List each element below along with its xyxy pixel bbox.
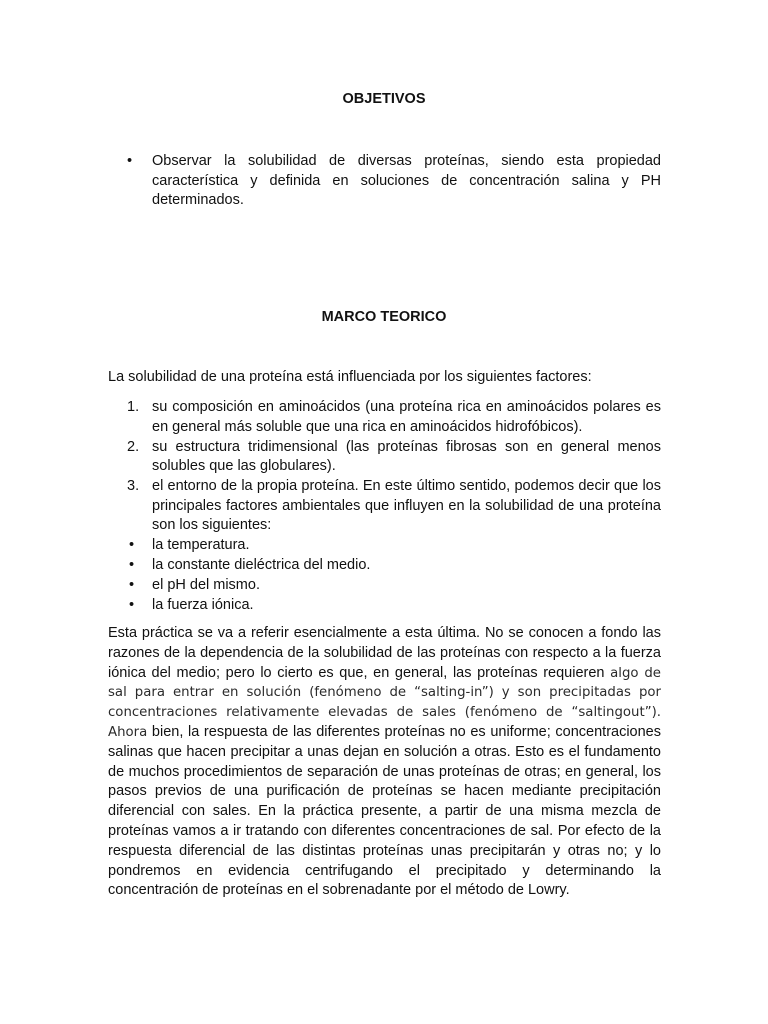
factors-list [108,398,661,616]
bullet-icon: • [129,537,135,553]
environment-factor-item [108,576,661,596]
paragraph-text-part1: Esta práctica se va a referir esencialmente a esta última. No se conocen a fondo las razones de la dependencia de la solubilidad de las proteínas con respecto a la fuerza iónica del medio; pero lo cierto es que, en general, las proteínas requieren [108,625,661,681]
bullet-icon: • [127,153,133,169]
objetivos-list [108,152,661,211]
environment-factor-text: la temperatura. [152,537,250,553]
marco-teorico-heading: MARCO TEORICO [321,309,447,325]
objetivos-heading: OBJETIVOS [342,91,426,107]
bullet-icon: • [129,577,135,593]
intro-text: La solubilidad de una proteína está influenciada por los siguientes factores: [108,369,592,385]
body-paragraph [108,624,661,901]
list-number: 2. [127,438,140,455]
list-number: 1. [127,399,140,415]
environment-factor-item [108,596,661,616]
bullet-icon: • [129,557,135,573]
objetivo-text: Observar la solubilidad de diversas proteínas, siendo esta propiedad característica y definida en soluciones de concentración salina y PH determinados. [152,153,661,208]
factor-item [108,477,661,536]
factor-text: su composición en aminoácidos (una proteína rica en aminoácidos polares es en general más soluble que una rica en aminoácidos hidrofóbicos). [152,399,661,435]
environment-factor-item [108,556,661,576]
objetivo-item [108,152,661,211]
environment-factor-text: la constante dieléctrica del medio. [152,557,371,573]
list-number: 3. [127,478,140,494]
environment-factor-text: el pH del mismo. [152,577,260,593]
paragraph-text-part2: algo de sal para entrar en solución (fenómeno de “salting-in”) y son precipitadas por concentraciones relativamente elevadas de sales (fenómeno de “saltingout”). Ahora [108,665,661,740]
paragraph-text-part3: bien, la respuesta de las diferentes proteínas no es uniforme; concentraciones salinas que hacen precipitar a unas dejan en solución a otras. Esto es el fundamento de muchos procedimientos de separación de unas proteínas de otras; en general, los pasos previos de una purificación de proteínas se hacen mediante precipitación diferencial con sales. En la práctica presente, a partir de una misma mezcla de proteínas vamos a ir tratando con diferentes concentraciones de sal. Por efecto de la respuesta diferencial de las distintas proteínas unas precipitarán y otras no; y lo pondremos en evidencia centrifugando el precipitado y determinando la concentración de proteínas en el sobrenadante por el método de Lowry. [108,723,661,899]
bullet-icon: • [129,597,135,613]
environment-factor-item [108,536,661,556]
environment-factor-text: la fuerza iónica. [152,597,254,613]
factor-item [108,398,661,437]
factor-text: su estructura tridimensional (las proteínas fibrosas son en general menos solubles que las globulares). [152,438,661,474]
factor-item [108,438,661,477]
factor-text: el entorno de la propia proteína. En este último sentido, podemos decir que los principales factores ambientales que influyen en la solubilidad de una proteína son los siguientes: [152,478,661,533]
